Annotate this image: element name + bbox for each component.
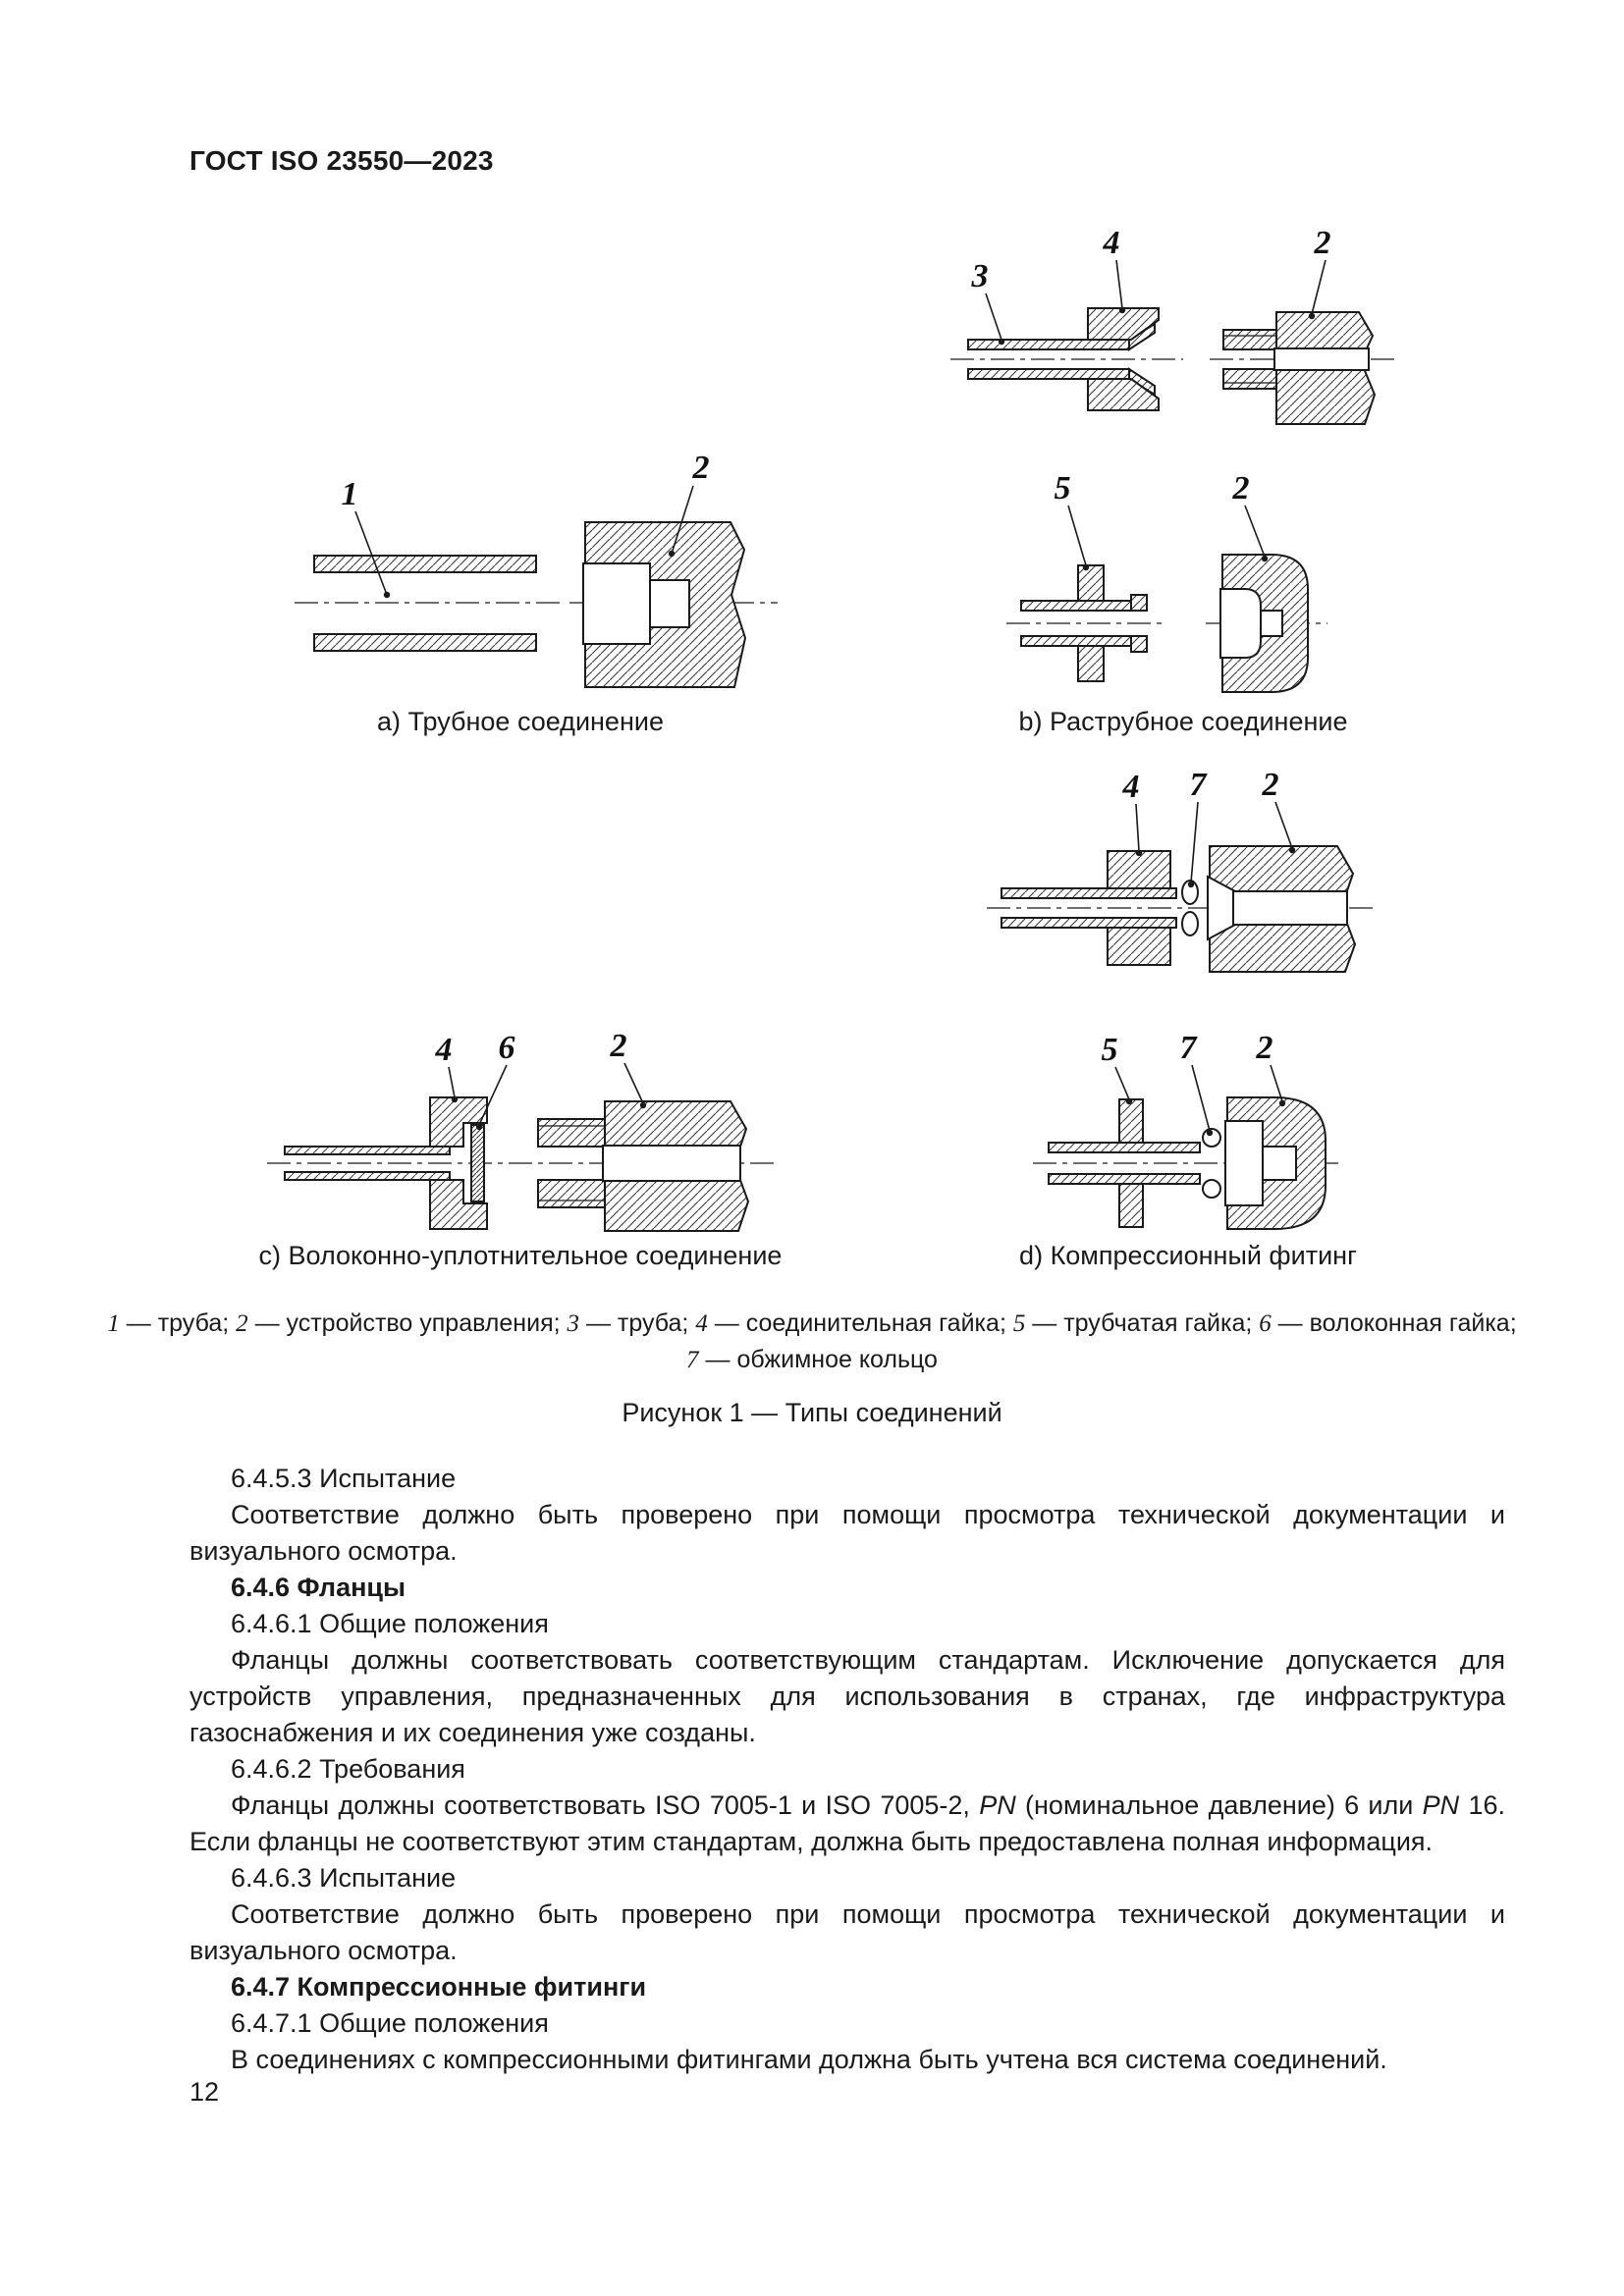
leader-line-6c — [479, 1065, 507, 1125]
legend-num: 3 — [567, 1310, 580, 1337]
diagram-d-compression-fitting — [1033, 1030, 1343, 1229]
leader-line-7m — [1191, 802, 1198, 882]
leader-line-2c — [1245, 506, 1265, 557]
paragraph-test-1: Соответствие должно быть проверено при помощи просмотра технической документации и визуального осмотра. — [189, 1500, 1505, 1566]
diagram-a-pipe-connection — [295, 450, 778, 687]
pn-label: PN — [979, 1790, 1016, 1820]
legend-text: — трубчатая гайка; — [1025, 1309, 1260, 1337]
leader-dot — [1136, 850, 1142, 856]
callout-bb-2: 2 — [1232, 470, 1250, 507]
legend-text: — волоконная гайка; — [1271, 1309, 1517, 1337]
leader-dot — [452, 1096, 458, 1102]
leader-line-7d — [1192, 1065, 1210, 1131]
fiber-washer-6 — [471, 1125, 484, 1201]
callout-d-7: 7 — [1179, 1030, 1197, 1066]
leader-line-2b — [1312, 260, 1326, 314]
callout-a-1: 1 — [341, 476, 358, 512]
pn-label: PN — [1422, 1790, 1460, 1820]
heading-6-4-5-3: 6.4.5.3 Испытание — [231, 1464, 457, 1493]
figure-legend — [0, 1306, 1624, 1378]
callout-d-2: 2 — [1256, 1030, 1273, 1066]
control-device-2 — [1208, 846, 1355, 972]
leader-dot — [1207, 1130, 1213, 1136]
leader-line-2e — [1271, 1065, 1282, 1101]
leader-dot — [999, 339, 1004, 345]
callout-d-5: 5 — [1101, 1032, 1118, 1068]
leader-dot — [384, 592, 390, 598]
callout-b-3: 3 — [971, 258, 989, 294]
control-device-2 — [1225, 1097, 1326, 1229]
leader-dot — [1289, 847, 1295, 853]
legend-num: 2 — [236, 1310, 248, 1337]
legend-num: 5 — [1012, 1310, 1026, 1337]
heading-6-4-6-3: 6.4.6.3 Испытание — [231, 1863, 457, 1893]
legend-text: — труба; — [119, 1309, 237, 1337]
leader-dot — [1188, 881, 1194, 887]
heading-6-4-7-1: 6.4.7.1 Общие положения — [231, 2008, 549, 2038]
leader-dot — [1262, 556, 1268, 561]
callout-a-2: 2 — [692, 450, 710, 486]
leader-line-4c — [449, 1067, 455, 1097]
leader-line-4m — [1136, 804, 1139, 851]
leader-dot — [476, 1124, 482, 1130]
legend-text: — соединительная гайка; — [707, 1309, 1013, 1337]
control-device-2 — [1206, 555, 1327, 692]
page-number: 12 — [189, 2077, 220, 2107]
req-seg-1: Фланцы должны соответствовать ISO 7005-1 и ISO 7005-2, — [231, 1790, 980, 1820]
callout-b-2: 2 — [1314, 225, 1331, 261]
heading-6-4-6-2: 6.4.6.2 Требования — [231, 1754, 465, 1784]
caption-d: d) Компрессионный фитинг — [1019, 1241, 1357, 1270]
paragraph-compression: В соединениях с компрессионными фитингами должна быть учтена вся система соединений. — [231, 2045, 1387, 2074]
control-device-2 — [1210, 312, 1396, 424]
body-text — [189, 1461, 1505, 2078]
leader-dot — [669, 551, 675, 557]
leader-line-4 — [1116, 260, 1122, 308]
callout-c-2: 2 — [610, 1028, 627, 1064]
diagram-b-socket-connection — [1006, 470, 1327, 692]
legend-num: 1 — [107, 1310, 120, 1337]
leader-dot — [1279, 1100, 1285, 1106]
req-seg-2: (номинальное давление) 6 или — [1015, 1790, 1423, 1820]
leader-dot — [1083, 564, 1089, 570]
legend-num: 4 — [695, 1310, 708, 1337]
callout-m-4: 4 — [1122, 769, 1140, 805]
leader-dot — [1126, 1098, 1132, 1104]
callout-c-6: 6 — [498, 1030, 515, 1066]
diagram-c-fiber-seal — [267, 1028, 778, 1231]
legend-num: 6 — [1259, 1310, 1272, 1337]
caption-a: a) Трубное соединение — [377, 707, 664, 736]
figure-title: Рисунок 1 — Типы соединений — [622, 1398, 1002, 1427]
control-device-2 — [538, 1101, 748, 1231]
legend-num: 7 — [686, 1347, 699, 1373]
heading-6-4-6: 6.4.6 Фланцы — [231, 1573, 406, 1602]
paragraph-flanges: Фланцы должны соответствовать соответствующим стандартам. Исключение допускается для устройств управления, предназначенных для использования в странах, где инфраструктура газоснабжения и их соединения уже созданы. — [189, 1645, 1505, 1747]
leader-dot — [640, 1102, 646, 1108]
leader-line-5 — [1068, 506, 1086, 565]
callout-m-7: 7 — [1189, 767, 1207, 803]
leader-dot — [1119, 307, 1125, 313]
legend-text: — обжимное кольцо — [698, 1346, 938, 1373]
heading-6-4-7: 6.4.7 Компрессионные фитинги — [231, 1972, 647, 2002]
figure-1-drawings — [0, 216, 1624, 1306]
leader-line-2m — [1275, 802, 1292, 848]
leader-line-1 — [355, 511, 387, 595]
caption-b: b) Раструбное соединение — [1018, 707, 1348, 736]
legend-text: — труба; — [579, 1309, 696, 1337]
legend-text: — устройство управления; — [247, 1309, 568, 1337]
heading-6-4-6-1: 6.4.6.1 Общие положения — [231, 1609, 549, 1638]
callout-b-4: 4 — [1103, 225, 1120, 261]
callout-c-4: 4 — [435, 1032, 453, 1068]
leader-dot — [1309, 313, 1315, 319]
diagram-b-flare-connection — [950, 225, 1396, 424]
paragraph-test-2: Соответствие должно быть проверено при помощи просмотра технической документации и визуального осмотра. — [189, 1899, 1505, 1965]
callout-bb-5: 5 — [1054, 470, 1071, 507]
leader-line-5d — [1115, 1067, 1129, 1099]
pipe-1 — [295, 556, 562, 651]
page-header: ГОСТ ISO 23550—2023 — [189, 145, 494, 176]
req-seg-3: 16. Если фланцы не соответствуют этим стандартам, должна быть предоставлена полная информация. — [189, 1790, 1505, 1856]
caption-c: c) Волоконно-уплотнительное соединение — [258, 1241, 783, 1270]
callout-m-2: 2 — [1262, 767, 1279, 803]
leader-line-3 — [986, 294, 1001, 340]
leader-line-2d — [624, 1063, 643, 1103]
paragraph-requirements — [189, 1788, 1505, 1860]
diagram-compression-nut — [987, 767, 1375, 972]
